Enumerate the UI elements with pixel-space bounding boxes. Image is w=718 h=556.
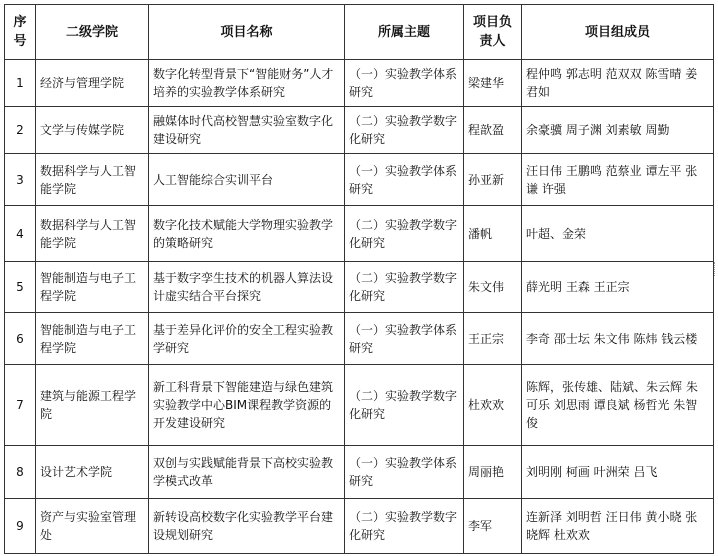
- row-members: 程仲鸣 郭志明 范双双 陈雪晴 姜君如: [522, 60, 714, 107]
- row-theme: （二）实验教学数字化研究: [345, 262, 464, 313]
- table-row: [5, 446, 714, 499]
- row-no: 7: [5, 365, 36, 446]
- row-project-name: 数字化转型背景下“智能财务”人才培养的实验教学体系研究: [149, 60, 345, 107]
- row-project-name: 新转设高校数字化实验教学平台建设规划研究: [149, 499, 345, 554]
- row-members: 叶超、金荣: [522, 206, 714, 262]
- row-no: 3: [5, 154, 36, 206]
- row-college: 文学与传媒学院: [36, 107, 149, 154]
- row-lead: 周丽艳: [464, 446, 522, 499]
- row-lead: 梁建华: [464, 60, 522, 107]
- row-college: 智能制造与电子工程学院: [36, 262, 149, 313]
- row-members: 刘明刚 柯画 叶洲荣 吕飞: [522, 446, 714, 499]
- table-row: [5, 499, 714, 554]
- row-no: 8: [5, 446, 36, 499]
- row-no: 6: [5, 313, 36, 365]
- row-theme: （二）实验教学数字化研究: [345, 107, 464, 154]
- row-college: 设计艺术学院: [36, 446, 149, 499]
- page-edge-mark: [714, 262, 718, 276]
- row-college: 资产与实验室管理处: [36, 499, 149, 554]
- row-college: 经济与管理学院: [36, 60, 149, 107]
- row-college: 数据科学与人工智能学院: [36, 206, 149, 262]
- row-college: 建筑与能源工程学院: [36, 365, 149, 446]
- row-project-name: 融媒体时代高校智慧实验室数字化建设研究: [149, 107, 345, 154]
- row-members: 余豪骥 周子渊 刘素敏 周勤: [522, 107, 714, 154]
- table-row: [5, 313, 714, 365]
- header-no: 序号: [5, 5, 36, 60]
- row-lead: 杜欢欢: [464, 365, 522, 446]
- row-theme: （二）实验教学数字化研究: [345, 499, 464, 554]
- row-project-name: 基于数字孪生技术的机器人算法设计虚实结合平台探究: [149, 262, 345, 313]
- row-college: 智能制造与电子工程学院: [36, 313, 149, 365]
- row-members: 薛光明 王森 王正宗: [522, 262, 714, 313]
- table-row: [5, 365, 714, 446]
- row-theme: （一）实验教学体系研究: [345, 154, 464, 206]
- row-theme: （二）实验教学数字化研究: [345, 365, 464, 446]
- table-row: [5, 107, 714, 154]
- row-no: 9: [5, 499, 36, 554]
- row-project-name: 基于差异化评价的安全工程实验教学研究: [149, 313, 345, 365]
- row-lead: 朱文伟: [464, 262, 522, 313]
- row-theme: （二）实验教学数字化研究: [345, 206, 464, 262]
- row-members: 汪日伟 王鹏鸣 范蔡业 谭左平 张谦 许强: [522, 154, 714, 206]
- row-project-name: 双创与实践赋能背景下高校实验教学模式改革: [149, 446, 345, 499]
- row-members: 陈辉，张传雄、陆斌、朱云辉 朱可乐 刘思雨 谭良斌 杨哲光 朱智俊: [522, 365, 714, 446]
- row-theme: （一）实验教学体系研究: [345, 313, 464, 365]
- row-no: 1: [5, 60, 36, 107]
- table-row: [5, 154, 714, 206]
- row-lead: 王正宗: [464, 313, 522, 365]
- row-no: 2: [5, 107, 36, 154]
- header-project-name: 项目名称: [149, 5, 345, 60]
- table-row: [5, 60, 714, 107]
- row-college: 数据科学与人工智能学院: [36, 154, 149, 206]
- row-lead: 潘帆: [464, 206, 522, 262]
- table-row: [5, 262, 714, 313]
- row-members: 李奇 邵士坛 朱文伟 陈炜 钱云楼: [522, 313, 714, 365]
- row-no: 5: [5, 262, 36, 313]
- row-theme: （一）实验教学体系研究: [345, 60, 464, 107]
- row-project-name: 人工智能综合实训平台: [149, 154, 345, 206]
- row-project-name: 新工科背景下智能建造与绿色建筑实验教学中心BIM课程教学资源的开发建设研究: [149, 365, 345, 446]
- table-row: [5, 206, 714, 262]
- header-members: 项目组成员: [522, 5, 714, 60]
- row-theme: （一）实验教学体系研究: [345, 446, 464, 499]
- row-lead: 李军: [464, 499, 522, 554]
- header-lead: 项目负责人: [464, 5, 522, 60]
- project-table: [4, 4, 714, 554]
- row-lead: 程歆盈: [464, 107, 522, 154]
- row-members: 连新泽 刘明哲 汪日伟 黄小晓 张晓辉 杜欢欢: [522, 499, 714, 554]
- header-theme: 所属主题: [345, 5, 464, 60]
- header-row: [5, 5, 714, 60]
- row-no: 4: [5, 206, 36, 262]
- row-project-name: 数字化技术赋能大学物理实验教学的策略研究: [149, 206, 345, 262]
- row-lead: 孙亚新: [464, 154, 522, 206]
- header-college: 二级学院: [36, 5, 149, 60]
